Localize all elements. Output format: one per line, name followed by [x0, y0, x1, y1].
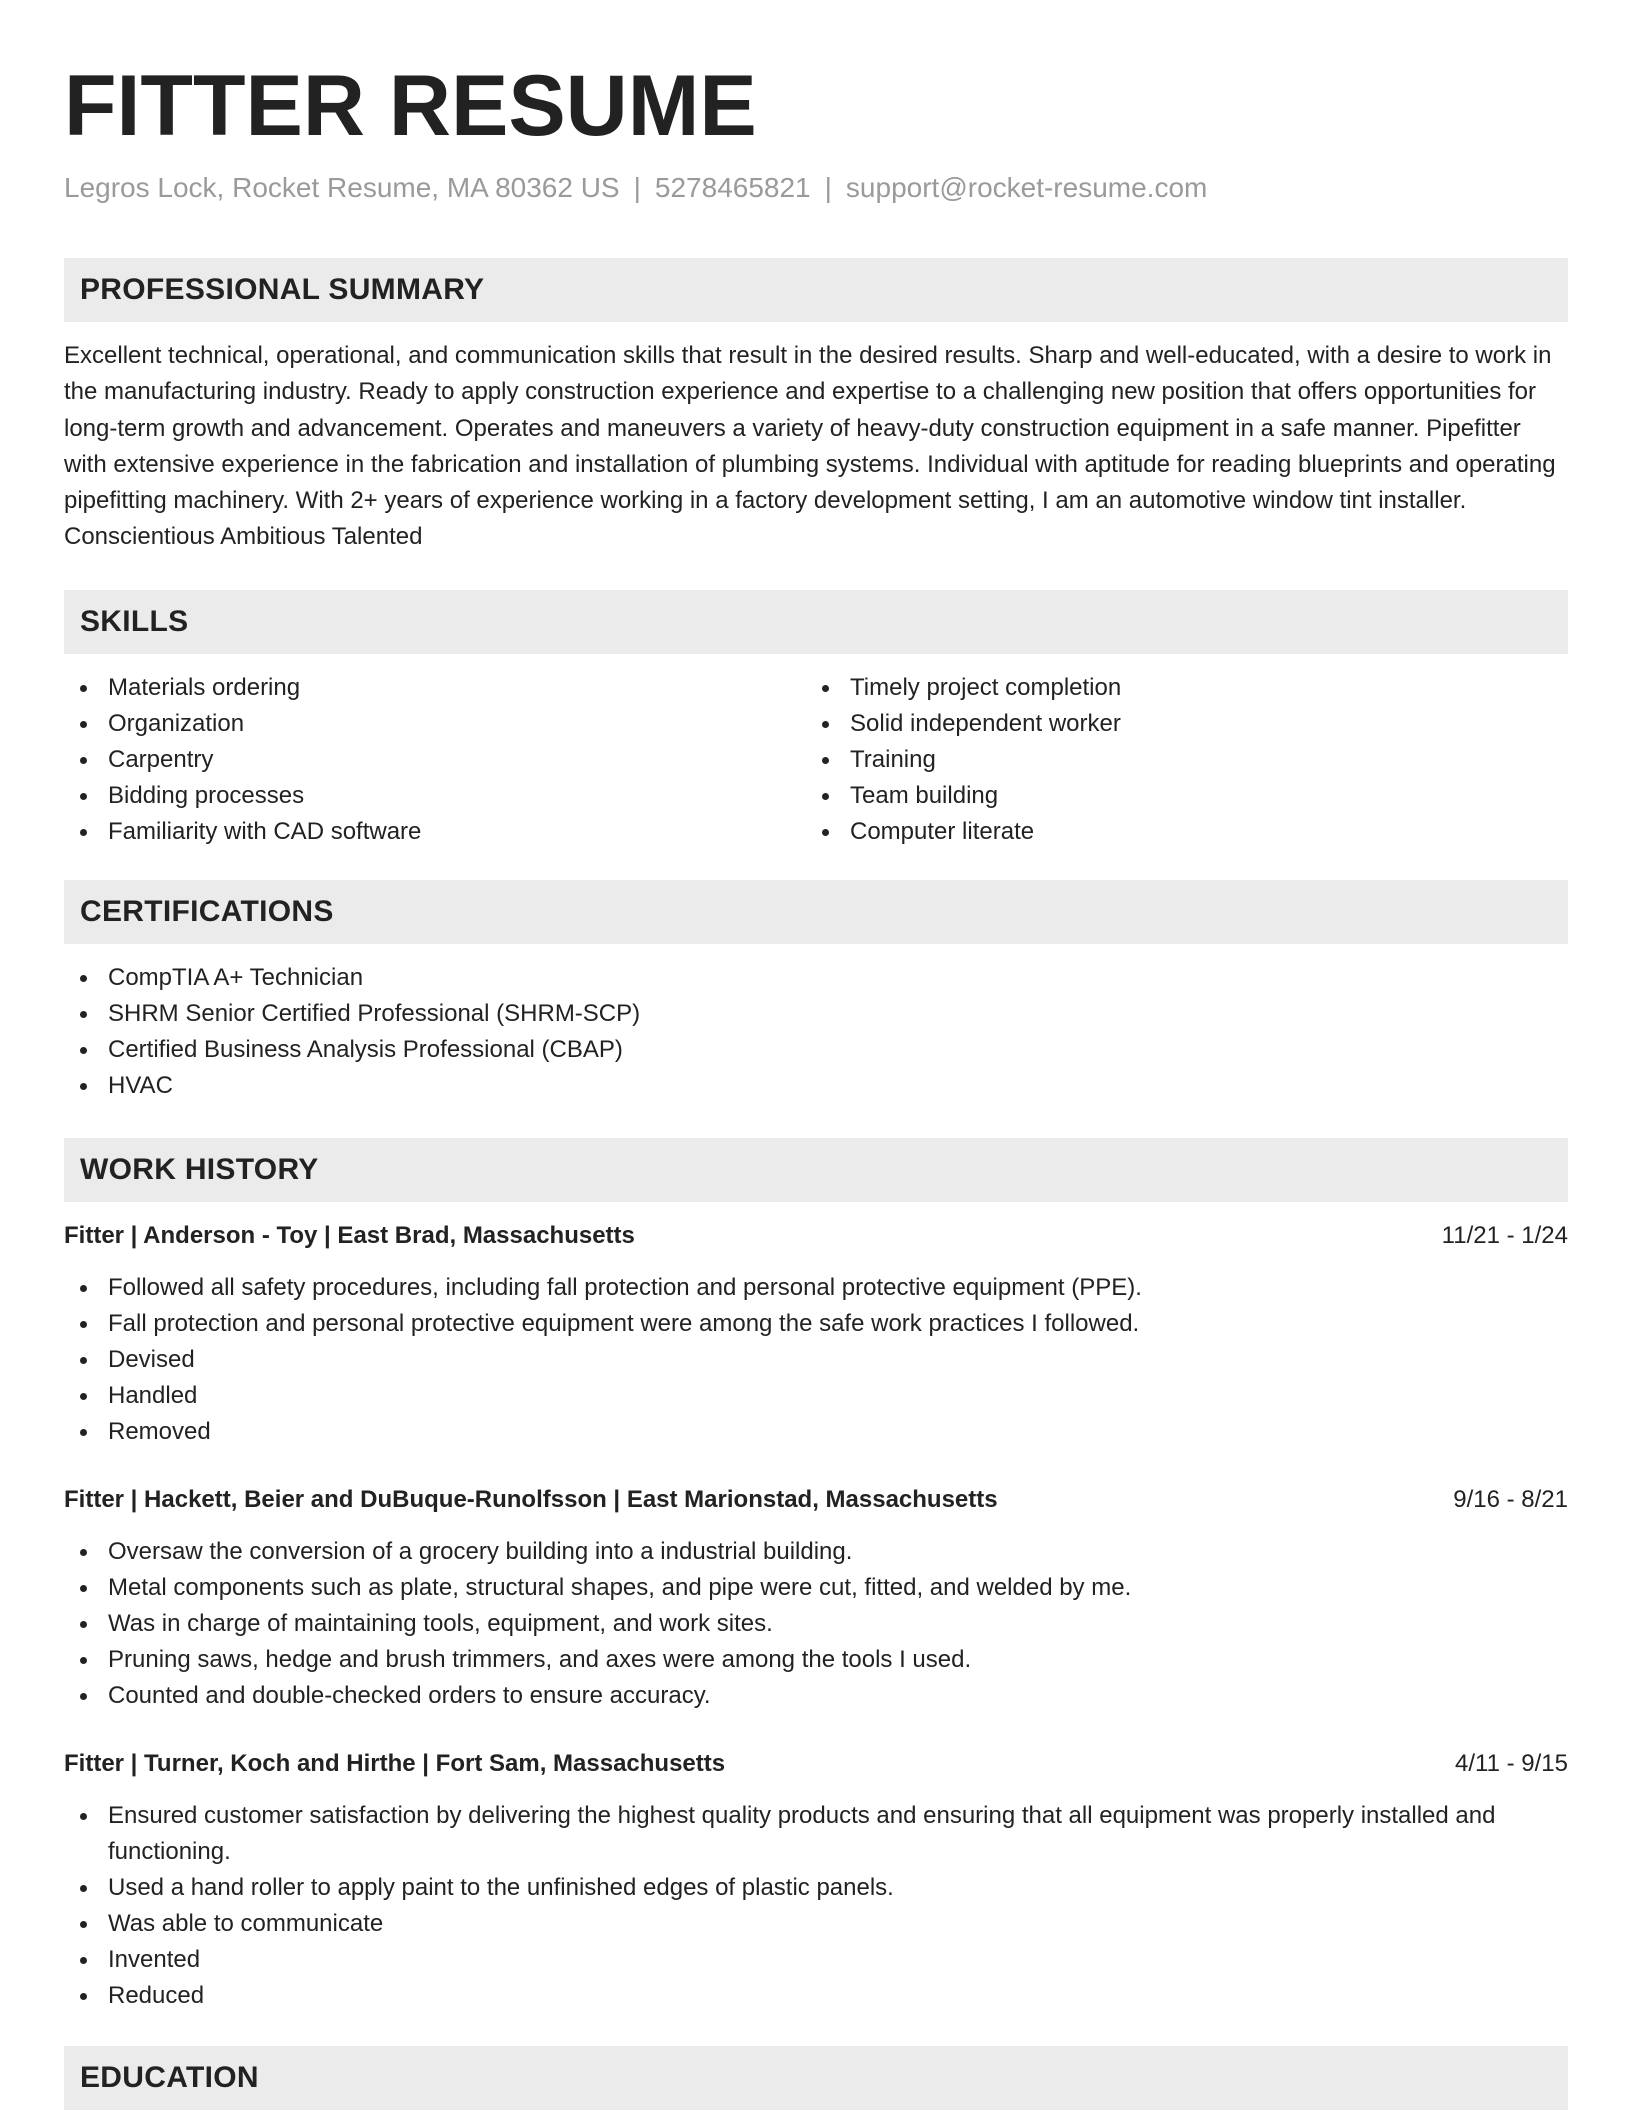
- certification-item: SHRM Senior Certified Professional (SHRM-SCP): [64, 996, 1568, 1032]
- job-duty-item: Counted and double-checked orders to ensure accuracy.: [64, 1678, 1568, 1714]
- job-duty-item: Ensured customer satisfaction by delivering the highest quality products and ensuring that all equipment was properly installed and functioning.: [64, 1798, 1568, 1870]
- job-duties-list: [64, 1534, 1568, 1714]
- skill-item: Team building: [806, 778, 1548, 814]
- skill-item: Solid independent worker: [806, 706, 1548, 742]
- job-duty-item: Was able to communicate: [64, 1906, 1568, 1942]
- certification-item: Certified Business Analysis Professional (CBAP): [64, 1032, 1568, 1068]
- job-entry: [64, 1218, 1568, 1450]
- job-duty-item: Devised: [64, 1342, 1568, 1378]
- job-header: [64, 1218, 1568, 1254]
- job-title: Fitter | Anderson - Toy | East Brad, Massachusetts: [64, 1221, 635, 1249]
- job-duties-list: [64, 1270, 1568, 1450]
- certification-item: CompTIA A+ Technician: [64, 960, 1568, 996]
- skills-column-left: [64, 670, 806, 850]
- job-dates: 4/11 - 9/15: [1455, 1749, 1568, 1777]
- job-duty-item: Used a hand roller to apply paint to the unfinished edges of plastic panels.: [64, 1870, 1568, 1906]
- job-duties-list: [64, 1798, 1568, 2014]
- job-duty-item: Was in charge of maintaining tools, equipment, and work sites.: [64, 1606, 1568, 1642]
- resume-title: FITTER RESUME: [64, 58, 757, 154]
- job-duty-item: Oversaw the conversion of a grocery building into a industrial building.: [64, 1534, 1568, 1570]
- section-heading-work-history: WORK HISTORY: [64, 1138, 1568, 1202]
- job-dates: 11/21 - 1/24: [1441, 1221, 1568, 1249]
- skill-item: Familiarity with CAD software: [64, 814, 806, 850]
- section-heading-summary: PROFESSIONAL SUMMARY: [64, 258, 1568, 322]
- skill-item: Bidding processes: [64, 778, 806, 814]
- job-duty-item: Removed: [64, 1414, 1568, 1450]
- summary-text: Excellent technical, operational, and communication skills that result in the desired results. Sharp and well-educated, with a desire to work in the manufacturing industry. Ready to apply construction experience and expertise to a challenging new position that offers opportunities for long-term growth and advancement. Operates and maneuvers a variety of heavy-duty construction equipment in a safe manner. Pipefitter with extensive experience in the fabrication and installation of plumbing systems. Individual with aptitude for reading blueprints and operating pipefitting machinery. With 2+ years of experience working in a factory development setting, I am an automotive window tint installer. Conscientious Ambitious Talented: [64, 342, 1556, 551]
- job-header: [64, 1482, 1568, 1518]
- job-header: [64, 1746, 1568, 1782]
- skills-column-right: [806, 670, 1548, 850]
- contact-address: Legros Lock, Rocket Resume, MA 80362 US: [64, 172, 620, 203]
- skill-item: Computer literate: [806, 814, 1548, 850]
- job-entry: [64, 1482, 1568, 1714]
- job-duty-item: Invented: [64, 1942, 1568, 1978]
- job-duty-item: Pruning saws, hedge and brush trimmers, and axes were among the tools I used.: [64, 1642, 1568, 1678]
- skills-list: [64, 670, 1568, 850]
- section-heading-certifications: CERTIFICATIONS: [64, 880, 1568, 944]
- skill-item: Organization: [64, 706, 806, 742]
- job-duty-item: Handled: [64, 1378, 1568, 1414]
- section-heading-education: EDUCATION: [64, 2046, 1568, 2110]
- job-dates: 9/16 - 8/21: [1453, 1485, 1568, 1513]
- skill-item: Timely project completion: [806, 670, 1548, 706]
- certification-item: HVAC: [64, 1068, 1568, 1104]
- job-duty-item: Reduced: [64, 1978, 1568, 2014]
- job-title: Fitter | Hackett, Beier and DuBuque-Runolfsson | East Marionstad, Massachusetts: [64, 1485, 998, 1513]
- job-duty-item: Metal components such as plate, structural shapes, and pipe were cut, fitted, and welded by me.: [64, 1570, 1568, 1606]
- contact-separator: |: [824, 172, 832, 203]
- skill-item: Carpentry: [64, 742, 806, 778]
- contact-line: [64, 168, 1568, 208]
- job-entry: [64, 1746, 1568, 2014]
- certifications-list: [64, 960, 1568, 1104]
- skill-item: Training: [806, 742, 1548, 778]
- contact-phone: 5278465821: [654, 172, 811, 203]
- skill-item: Materials ordering: [64, 670, 806, 706]
- contact-separator: |: [633, 172, 641, 203]
- job-title: Fitter | Turner, Koch and Hirthe | Fort Sam, Massachusetts: [64, 1749, 726, 1777]
- job-duty-item: Followed all safety procedures, including fall protection and personal protective equipment (PPE).: [64, 1270, 1568, 1306]
- section-heading-skills: SKILLS: [64, 590, 1568, 654]
- job-duty-item: Fall protection and personal protective equipment were among the safe work practices I followed.: [64, 1306, 1568, 1342]
- contact-email: support@rocket-resume.com: [845, 172, 1208, 203]
